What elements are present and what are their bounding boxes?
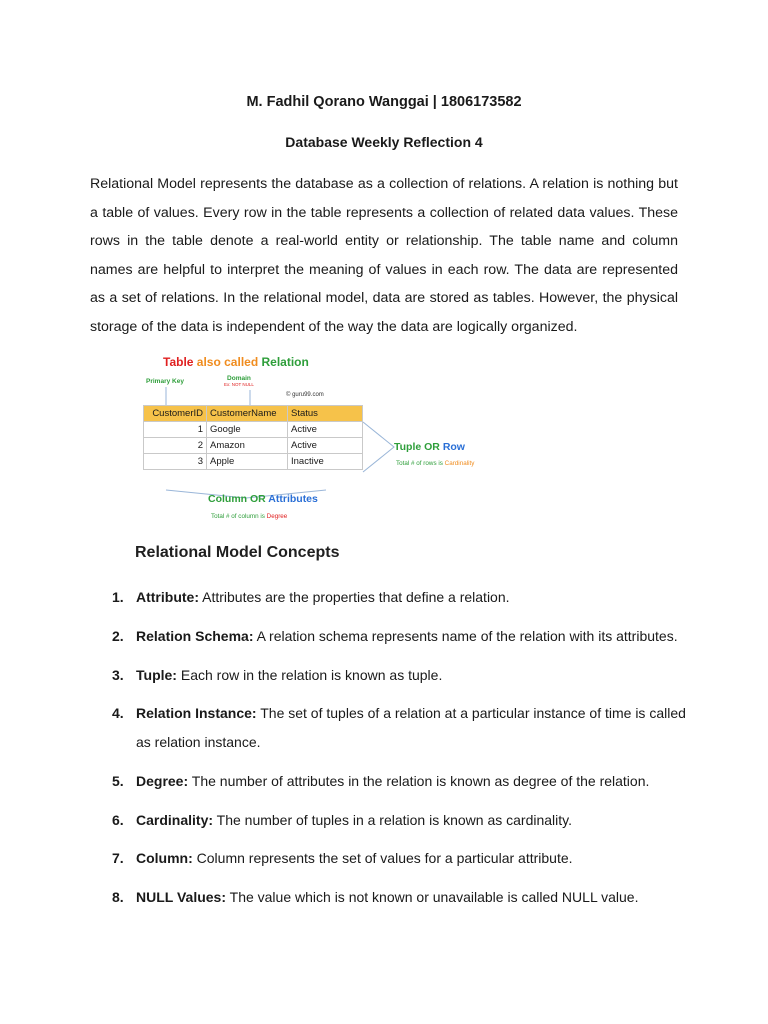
domain-subtext: Ex: NOT NULL <box>224 382 254 387</box>
section-heading: Relational Model Concepts <box>135 544 340 561</box>
concept-term: Column: <box>136 850 193 867</box>
column-text: Column OR <box>208 493 269 505</box>
table-header-cell: CustomerID <box>144 406 207 422</box>
list-number: 1. <box>112 589 124 605</box>
row-text: Row <box>442 441 465 453</box>
table-cell: 3 <box>144 454 207 470</box>
concept-text: Attributes are the properties that define a relation. <box>199 589 510 605</box>
table-cell: Amazon <box>207 438 288 454</box>
primary-key-label: Primary Key <box>146 378 184 385</box>
list-item <box>100 583 690 612</box>
table-cell: Active <box>288 438 363 454</box>
table-row <box>144 454 363 470</box>
table-cell: Active <box>288 422 363 438</box>
list-item <box>100 883 690 912</box>
table-cell: Apple <box>207 454 288 470</box>
domain-text: Domain <box>227 375 251 382</box>
relation-figure <box>136 350 496 525</box>
list-number: 5. <box>112 772 124 789</box>
list-item <box>100 844 690 873</box>
list-number: 6. <box>112 811 124 828</box>
tuple-or-row-label <box>394 441 465 453</box>
cardinality-note-word: Cardinality <box>444 460 475 467</box>
concept-term: Tuple: <box>136 666 177 683</box>
concept-text: A relation schema represents name of the relation with its attributes. <box>253 627 678 644</box>
attributes-text: Attributes <box>268 493 318 505</box>
list-item <box>100 622 690 651</box>
list-number: 8. <box>112 889 124 906</box>
concept-text: Column represents the set of values for a particular attribute. <box>192 850 573 867</box>
concept-term: Degree: <box>136 772 189 789</box>
figure-title-relation: Relation <box>261 355 309 369</box>
figure-title-mid: also called <box>193 355 262 369</box>
list-number: 3. <box>112 666 124 683</box>
concepts-list <box>100 583 690 922</box>
document-title: Database Weekly Reflection 4 <box>285 134 483 150</box>
table-header-cell: CustomerName <box>207 406 288 422</box>
concept-term: NULL Values: <box>136 889 226 906</box>
intro-paragraph: Relational Model represents the database as a collection of relations. A relation is nothing but a table of values. Every row in the table represents a collection of related data values. These rows in the table denote a real-world entity or relationship. The table name and column names are helpful to interpret the meaning of values in each row. The data are represented as a set of relations. In the relational model, data are stored as tables. However, the physical storage of the data is independent of the way the data are logically organized. <box>90 176 678 335</box>
list-item <box>100 767 690 796</box>
concept-text: The number of attributes in the relation is known as degree of the relation. <box>188 772 650 789</box>
concept-text: Each row in the relation is known as tuple. <box>176 666 443 683</box>
figure-title <box>163 355 309 369</box>
concept-term: Relation Schema: <box>136 627 254 644</box>
tuple-text: Tuple OR <box>394 441 443 453</box>
list-number: 7. <box>112 850 124 867</box>
table-cell: 1 <box>144 422 207 438</box>
column-or-attributes-label <box>208 493 318 505</box>
degree-note-prefix: Total # of column is <box>211 513 267 520</box>
list-item <box>100 806 690 835</box>
cardinality-note-prefix: Total # of rows is <box>396 460 445 467</box>
table-row <box>144 422 363 438</box>
concept-term: Cardinality: <box>136 811 214 828</box>
concept-term: Relation Instance: <box>136 705 257 722</box>
table-cell: Google <box>207 422 288 438</box>
list-item <box>100 661 690 690</box>
table-header-row <box>144 406 363 422</box>
degree-note-word: Degree <box>266 513 288 520</box>
domain-label <box>224 375 254 387</box>
table-cell: 2 <box>144 438 207 454</box>
concept-term: Attribute: <box>136 589 199 605</box>
table-cell: Inactive <box>288 454 363 470</box>
cardinality-note <box>396 460 474 467</box>
list-number: 4. <box>112 705 124 722</box>
author-line: M. Fadhil Qorano Wanggai | 1806173582 <box>246 94 522 110</box>
copyright-label: © guru99.com <box>286 392 324 398</box>
figure-title-table: Table <box>163 355 194 369</box>
table-row <box>144 438 363 454</box>
list-item <box>100 699 690 756</box>
example-relation-table <box>143 405 363 470</box>
concept-text: The set of tuples of a relation at a particular instance of time is called as relation instance. <box>136 705 686 750</box>
concept-text: The value which is not known or unavailable is called NULL value. <box>226 889 639 906</box>
table-header-cell: Status <box>288 406 363 422</box>
degree-note <box>211 513 287 520</box>
concept-text: The number of tuples in a relation is known as cardinality. <box>213 811 573 828</box>
list-number: 2. <box>112 627 124 644</box>
